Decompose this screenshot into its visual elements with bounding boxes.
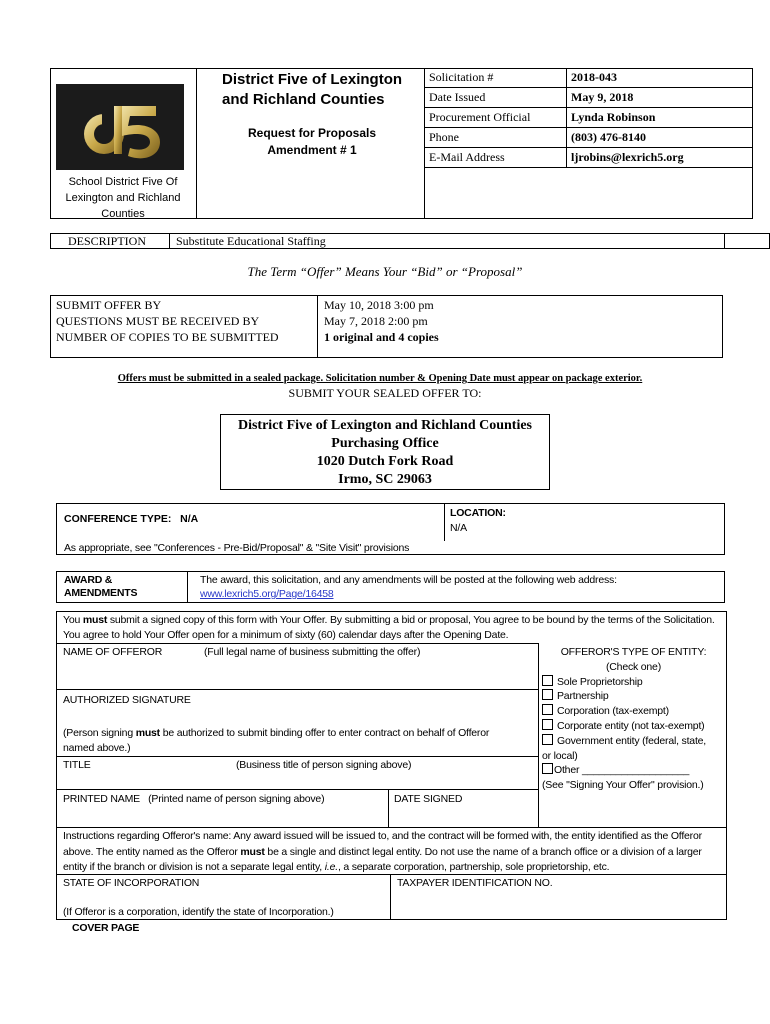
printed-name-label-text: PRINTED NAME	[63, 793, 140, 805]
submission-label: SUBMIT OFFER BY	[56, 298, 162, 312]
state-of-incorporation-label: STATE OF INCORPORATION	[63, 877, 200, 889]
info-label: Solicitation #	[425, 68, 567, 88]
rule	[56, 874, 727, 875]
school-caption-line2: Lexington and Richland	[65, 192, 181, 204]
org-title-line1: District Five of Lexington	[222, 71, 403, 88]
signature-hint-line2: named above.)	[63, 742, 131, 754]
address-line2: Purchasing Office	[331, 436, 439, 451]
instructions-text: be a single and distinct legal entity. Do not use the name of a branch office or a division of a larger	[264, 845, 702, 858]
award-label-line2: AMENDMENTS	[64, 587, 138, 599]
info-value: (803) 476-8140	[567, 128, 754, 148]
sig-hint-text: be authorized to submit binding offer to enter contract on behalf of Offeror	[159, 727, 490, 739]
entity-type-heading: OFFEROR'S TYPE OF ENTITY:	[560, 646, 707, 658]
instructions-line1: Instructions regarding Offeror's name: Any award issued will be issued to, and the contract will be formed with, the entity identified as the Offeror	[63, 830, 702, 842]
info-row	[425, 88, 753, 108]
rule	[56, 827, 727, 828]
address-line3: 1020 Dutch Fork Road	[316, 454, 454, 469]
district-logo	[56, 84, 184, 170]
entity-option[interactable]	[542, 689, 725, 704]
form-intro-line2: You agree to hold Your Offer open for a minimum of sixty (60) calendar days after the Opening Date.	[63, 629, 509, 641]
offer-definition-note: The Term “Offer” Means Your “Bid” or “Proposal”	[247, 264, 523, 279]
solicitation-info-table	[425, 68, 753, 168]
checkbox-icon[interactable]	[542, 763, 553, 774]
conference-type-value: N/A	[180, 513, 199, 525]
intro-bottom-rule	[56, 643, 538, 644]
instructions-text: entity if the branch or division is not a separate legal entity,	[63, 861, 325, 873]
sig-hint-text: (Person signing	[63, 727, 136, 739]
rule	[56, 689, 538, 690]
conference-type-label: CONFERENCE TYPE:	[64, 513, 172, 525]
entity-option-label: Partnership	[557, 690, 609, 703]
submission-value: 1 original and 4 copies	[324, 330, 439, 344]
award-divider	[187, 572, 188, 602]
amendment-number: Amendment # 1	[267, 143, 357, 157]
taxpayer-id-field[interactable]	[392, 891, 726, 919]
school-caption-line3: Counties	[101, 208, 145, 220]
submission-label: QUESTIONS MUST BE RECEIVED BY	[56, 314, 260, 328]
entity-option-continuation: or local)	[542, 749, 578, 762]
offeror-name-instructions	[63, 829, 725, 876]
offeror-name-label: NAME OF OFFEROR	[63, 646, 163, 658]
taxpayer-id-label: TAXPAYER IDENTIFICATION NO.	[397, 877, 553, 889]
description-value: Substitute Educational Staffing	[176, 234, 326, 248]
form-intro-line1	[63, 613, 723, 628]
header-divider-1	[196, 68, 197, 219]
info-row	[425, 108, 753, 128]
conference-box	[56, 503, 725, 555]
info-label: Procurement Official	[425, 108, 567, 128]
checkbox-icon[interactable]	[542, 675, 553, 686]
info-value: ljrobins@lexrich5.org	[567, 148, 754, 168]
submission-values	[324, 297, 439, 345]
entity-option[interactable]	[542, 734, 725, 749]
sig-hint-must: must	[135, 727, 160, 739]
conference-type	[64, 513, 198, 525]
entity-option-other[interactable]	[542, 763, 725, 778]
instructions-text: , a separate corporation, partnership, sole proprietorship, etc.	[337, 861, 610, 873]
form-intro	[63, 613, 723, 643]
instructions-ie: i.e.	[324, 861, 338, 873]
checkbox-icon[interactable]	[542, 719, 553, 730]
printed-name-field[interactable]	[57, 808, 387, 826]
entity-option[interactable]	[542, 704, 725, 719]
cover-page-label: COVER PAGE	[72, 922, 140, 934]
state-of-incorporation-field[interactable]	[57, 891, 387, 905]
school-caption	[56, 174, 190, 222]
location-label: LOCATION:	[450, 507, 506, 519]
date-signed-label: DATE SIGNED	[394, 793, 463, 805]
intro-text: submit a signed copy of this form with Your Offer. By submitting a bid or proposal, You agree to be bound by the terms of the Solicitation.	[107, 614, 715, 626]
instructions-line2	[63, 845, 725, 861]
award-label-line1: AWARD &	[64, 574, 113, 586]
conference-note: As appropriate, see "Conferences - Pre-Bid/Proposal" & "Site Visit" provisions	[64, 542, 410, 554]
submission-row	[56, 297, 279, 345]
location-value: N/A	[450, 522, 467, 534]
info-label: Date Issued	[425, 88, 567, 108]
entity-option-label: Corporation (tax-exempt)	[557, 705, 669, 718]
info-row	[425, 148, 753, 168]
offeror-name-field[interactable]	[57, 661, 537, 689]
description-row	[50, 233, 770, 249]
address-line1: District Five of Lexington and Richland Counties	[237, 418, 532, 433]
info-label: E-Mail Address	[425, 148, 567, 168]
printed-name-hint: (Printed name of person signing above)	[148, 793, 325, 805]
award-label	[64, 574, 137, 600]
authorized-signature-field[interactable]	[57, 709, 537, 725]
address-line4: Irmo, SC 29063	[338, 472, 432, 487]
intro-text: You	[63, 614, 83, 626]
entity-option-label: Other ___________________	[554, 764, 690, 777]
offeror-name-hint: (Full legal name of business submitting the offer)	[204, 646, 421, 658]
entity-option[interactable]	[542, 719, 725, 734]
entity-column-divider	[538, 643, 539, 827]
entity-option-label: Sole Proprietorship	[557, 675, 643, 688]
entity-option-label: Corporate entity (not tax-exempt)	[557, 719, 705, 732]
submission-value: May 7, 2018 2:00 pm	[324, 314, 428, 328]
description-end-divider	[724, 234, 725, 249]
mailing-address-box	[220, 414, 550, 490]
intro-must: must	[82, 614, 108, 626]
rule	[56, 756, 538, 757]
award-text: The award, this solicitation, and any amendments will be posted at the following web address:	[200, 574, 617, 586]
title-field[interactable]	[57, 773, 537, 788]
conference-divider	[444, 504, 445, 541]
submission-label: NUMBER OF COPIES TO BE SUBMITTED	[56, 330, 279, 344]
sealed-package-notice: Offers must be submitted in a sealed package. Solicitation number & Opening Date must appear on package exterior.	[117, 373, 643, 384]
submission-value: May 10, 2018 3:00 pm	[324, 298, 434, 312]
state-of-incorporation-hint: (If Offeror is a corporation, identify the state of Incorporation.)	[63, 906, 334, 918]
title-label: TITLE	[63, 759, 91, 771]
submission-table	[50, 295, 723, 358]
school-caption-line1: School District Five Of	[68, 176, 178, 188]
authorized-signature-hint	[63, 726, 533, 756]
award-box	[56, 571, 725, 603]
entity-option[interactable]	[542, 675, 725, 690]
submit-to-heading: SUBMIT YOUR SEALED OFFER TO:	[288, 386, 482, 400]
printed-name-label	[63, 793, 324, 805]
entity-check-one: (Check one)	[606, 660, 661, 673]
checkbox-icon[interactable]	[542, 734, 553, 745]
submission-divider	[317, 296, 318, 357]
entity-see-note: (See "Signing Your Offer" provision.)	[542, 779, 704, 792]
title-hint: (Business title of person signing above)	[236, 759, 412, 771]
date-signed-field[interactable]	[390, 808, 537, 826]
award-web-link[interactable]: www.lexrich5.org/Page/16458	[200, 588, 334, 600]
entity-option-label: Government entity (federal, state,	[557, 734, 707, 747]
doc-subtitle	[222, 125, 402, 159]
instructions-must: must	[240, 845, 265, 858]
description-label: DESCRIPTION	[68, 234, 147, 248]
checkbox-icon[interactable]	[542, 704, 553, 715]
rule	[56, 789, 538, 790]
info-row	[425, 128, 753, 148]
info-value: 2018-043	[567, 68, 754, 88]
info-value: May 9, 2018	[567, 88, 754, 108]
info-row	[425, 68, 753, 88]
date-divider	[388, 789, 389, 827]
doc-type: Request for Proposals	[247, 126, 377, 140]
org-title	[222, 70, 422, 110]
info-label: Phone	[425, 128, 567, 148]
checkbox-icon[interactable]	[542, 689, 553, 700]
signature-hint-line1	[63, 726, 533, 741]
entity-type-panel	[542, 645, 725, 793]
org-title-line2: and Richland Counties	[222, 91, 385, 108]
location	[450, 506, 506, 536]
authorized-signature-label: AUTHORIZED SIGNATURE	[63, 694, 191, 706]
tax-id-divider	[390, 874, 391, 920]
instructions-text: above. The entity named as the Offeror	[63, 845, 241, 858]
info-value: Lynda Robinson	[567, 108, 754, 128]
